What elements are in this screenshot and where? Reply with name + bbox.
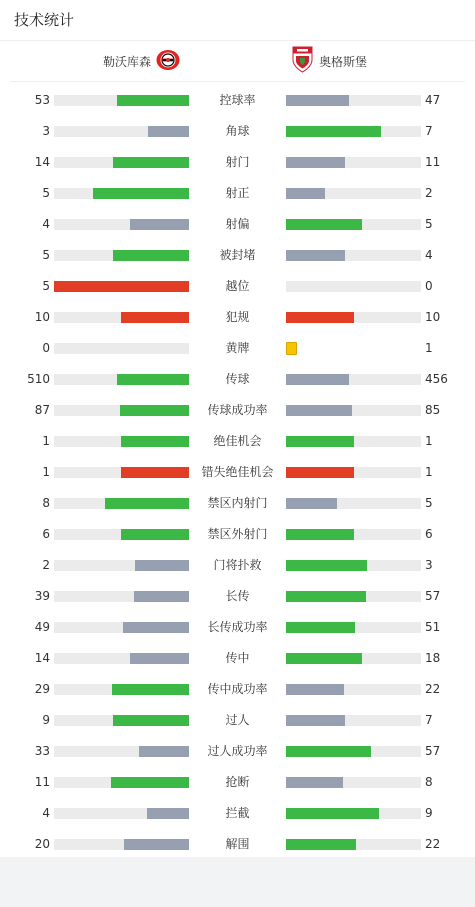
away-value: 8 [425, 775, 433, 789]
home-bar-track [54, 839, 189, 850]
home-value: 4 [42, 217, 50, 231]
home-bar-track [54, 281, 189, 292]
stat-row [0, 519, 475, 550]
augsburg-crest-icon [292, 46, 313, 76]
home-bar-track [54, 777, 189, 788]
away-value: 5 [425, 496, 433, 510]
home-bar-track [54, 157, 189, 168]
home-bar-fill [93, 188, 189, 199]
stat-label: 禁区外射门 [207, 527, 268, 541]
home-value: 5 [42, 248, 50, 262]
home-bar-track [54, 622, 189, 633]
page-title: 技术统计 [0, 0, 475, 41]
home-bar-fill [105, 498, 189, 509]
stat-row [0, 271, 475, 302]
away-bar-track [286, 808, 421, 819]
away-value: 1 [425, 341, 433, 355]
away-value: 22 [425, 682, 441, 696]
away-bar-fill [286, 157, 345, 168]
away-value: 47 [425, 93, 441, 107]
away-value: 5 [425, 217, 433, 231]
away-team-name: 奥格斯堡 [319, 54, 368, 69]
away-bar-fill [286, 219, 362, 230]
away-value: 51 [425, 620, 441, 634]
away-bar-fill [286, 653, 362, 664]
away-value: 9 [425, 806, 433, 820]
home-value: 1 [42, 434, 50, 448]
home-bar-track [54, 591, 189, 602]
leverkusen-crest-icon [156, 49, 180, 74]
stat-label: 拦截 [225, 806, 250, 820]
home-bar-fill [135, 560, 189, 571]
home-bar-track [54, 188, 189, 199]
yellow-card-icon [286, 342, 297, 355]
away-bar-track [286, 715, 421, 726]
stat-label: 射门 [225, 155, 250, 169]
away-bar-fill [286, 777, 343, 788]
home-bar-track [54, 467, 189, 478]
away-value: 2 [425, 186, 433, 200]
away-bar-fill [286, 498, 337, 509]
home-bar-fill [113, 157, 189, 168]
home-bar-track [54, 498, 189, 509]
away-bar-track [286, 467, 421, 478]
home-value: 20 [34, 837, 50, 851]
away-value: 1 [425, 465, 433, 479]
home-bar-track [54, 436, 189, 447]
stat-row [0, 178, 475, 209]
home-bar-track [54, 219, 189, 230]
stat-row [0, 426, 475, 457]
away-bar-track [286, 157, 421, 168]
stat-label: 长传成功率 [207, 620, 268, 634]
home-value: 6 [42, 527, 50, 541]
home-bar-track [54, 250, 189, 261]
away-value: 6 [425, 527, 433, 541]
stat-row [0, 767, 475, 798]
home-bar-fill [111, 777, 189, 788]
away-value: 1 [425, 434, 433, 448]
stat-label: 长传 [225, 589, 250, 603]
away-bar-fill [286, 467, 354, 478]
away-bar-fill [286, 126, 381, 137]
away-value: 456 [425, 372, 448, 386]
away-value: 4 [425, 248, 433, 262]
home-value: 10 [34, 310, 50, 324]
stat-label: 传中 [225, 651, 250, 665]
away-bar-fill [286, 808, 379, 819]
home-value: 87 [34, 403, 50, 417]
stat-label: 绝佳机会 [213, 434, 262, 448]
home-value: 5 [42, 279, 50, 293]
away-bar-track [286, 777, 421, 788]
away-team [292, 41, 367, 81]
home-bar-track [54, 715, 189, 726]
home-bar-fill [117, 95, 189, 106]
stats-list [0, 85, 475, 860]
home-value: 4 [42, 806, 50, 820]
home-value: 49 [34, 620, 50, 634]
home-value: 9 [42, 713, 50, 727]
stat-label: 角球 [225, 124, 250, 138]
away-bar-track [286, 591, 421, 602]
home-bar-fill [113, 715, 189, 726]
stat-label: 黄牌 [225, 341, 250, 355]
home-value: 39 [34, 589, 50, 603]
away-bar-fill [286, 374, 349, 385]
away-bar-track [286, 312, 421, 323]
home-value: 33 [34, 744, 50, 758]
home-bar-track [54, 126, 189, 137]
away-bar-track [286, 839, 421, 850]
home-value: 8 [42, 496, 50, 510]
home-bar-track [54, 746, 189, 757]
stat-row [0, 674, 475, 705]
home-bar-fill [121, 436, 189, 447]
stat-row [0, 457, 475, 488]
stat-row [0, 798, 475, 829]
away-bar-fill [286, 591, 366, 602]
stat-row [0, 736, 475, 767]
away-bar-fill [286, 250, 345, 261]
stat-label: 过人成功率 [207, 744, 268, 758]
home-bar-fill [123, 622, 189, 633]
away-value: 10 [425, 310, 441, 324]
home-value: 1 [42, 465, 50, 479]
home-value: 53 [34, 93, 50, 107]
home-value: 3 [42, 124, 50, 138]
away-bar-track [286, 746, 421, 757]
stat-row [0, 85, 475, 116]
stat-row [0, 147, 475, 178]
away-value: 7 [425, 124, 433, 138]
stat-label: 控球率 [219, 93, 256, 107]
stat-row [0, 488, 475, 519]
teams-header [10, 41, 465, 82]
home-bar-track [54, 808, 189, 819]
home-bar-fill [139, 746, 189, 757]
stat-row [0, 116, 475, 147]
home-bar-track [54, 343, 189, 354]
away-bar-fill [286, 622, 355, 633]
home-value: 14 [34, 651, 50, 665]
home-bar-fill [130, 219, 189, 230]
away-bar-fill [286, 529, 354, 540]
away-value: 0 [425, 279, 433, 293]
away-value: 3 [425, 558, 433, 572]
stat-label: 禁区内射门 [207, 496, 268, 510]
home-bar-track [54, 374, 189, 385]
stat-label: 被封堵 [219, 248, 256, 262]
away-value: 18 [425, 651, 441, 665]
home-bar-track [54, 312, 189, 323]
home-value: 5 [42, 186, 50, 200]
away-bar-track [286, 405, 421, 416]
away-bar-track [286, 622, 421, 633]
away-bar-fill [286, 839, 356, 850]
home-team-name: 勒沃库森 [102, 54, 151, 69]
stat-label: 射偏 [225, 217, 250, 231]
stat-label: 解围 [225, 837, 250, 851]
home-bar-track [54, 560, 189, 571]
away-bar-track [286, 281, 421, 292]
stat-label: 射正 [225, 186, 250, 200]
home-value: 510 [27, 372, 50, 386]
stat-row [0, 209, 475, 240]
home-bar-fill [121, 312, 189, 323]
stat-label: 错失绝佳机会 [201, 465, 274, 479]
away-value: 57 [425, 589, 441, 603]
away-bar-track [286, 219, 421, 230]
away-bar-track [286, 188, 421, 199]
away-bar-fill [286, 312, 354, 323]
away-value: 7 [425, 713, 433, 727]
stat-row [0, 395, 475, 426]
away-bar-track [286, 126, 421, 137]
stat-row [0, 364, 475, 395]
away-bar-fill [286, 684, 344, 695]
away-value: 22 [425, 837, 441, 851]
home-bar-track [54, 653, 189, 664]
away-bar-fill [286, 560, 367, 571]
home-value: 2 [42, 558, 50, 572]
away-bar-track [286, 250, 421, 261]
away-bar-fill [286, 436, 354, 447]
home-bar-fill [121, 467, 189, 478]
home-bar-fill [54, 281, 189, 292]
away-bar-track [286, 684, 421, 695]
stat-row [0, 829, 475, 860]
home-value: 11 [34, 775, 50, 789]
away-value: 11 [425, 155, 441, 169]
stat-row [0, 705, 475, 736]
home-bar-fill [113, 250, 189, 261]
home-bar-fill [124, 839, 189, 850]
home-bar-track [54, 405, 189, 416]
stat-label: 门将扑救 [213, 558, 262, 572]
home-bar-fill [130, 653, 189, 664]
home-value: 0 [42, 341, 50, 355]
stat-label: 过人 [225, 713, 250, 727]
away-bar-fill [286, 746, 371, 757]
away-bar-track [286, 436, 421, 447]
home-bar-track [54, 684, 189, 695]
away-bar-track [286, 95, 421, 106]
home-bar-fill [148, 126, 189, 137]
away-bar-track [286, 653, 421, 664]
stat-row [0, 333, 475, 364]
home-value: 29 [34, 682, 50, 696]
home-bar-fill [121, 529, 189, 540]
home-team [103, 41, 180, 81]
away-bar-fill [286, 405, 352, 416]
stat-row [0, 240, 475, 271]
home-bar-fill [120, 405, 189, 416]
away-bar-track [286, 560, 421, 571]
home-bar-fill [112, 684, 189, 695]
home-bar-fill [117, 374, 189, 385]
away-value: 57 [425, 744, 441, 758]
stat-row [0, 550, 475, 581]
home-bar-track [54, 529, 189, 540]
away-bar-track [286, 498, 421, 509]
away-value: 85 [425, 403, 441, 417]
home-value: 14 [34, 155, 50, 169]
stat-row [0, 581, 475, 612]
away-bar-track [286, 374, 421, 385]
stat-label: 抢断 [225, 775, 250, 789]
stat-row [0, 612, 475, 643]
stat-label: 传球成功率 [207, 403, 268, 417]
stat-label: 犯规 [225, 310, 250, 324]
away-bar-fill [286, 95, 349, 106]
stat-row [0, 302, 475, 333]
home-bar-fill [147, 808, 189, 819]
away-bar-fill [286, 188, 325, 199]
stat-row [0, 643, 475, 674]
away-bar-fill [286, 715, 345, 726]
home-bar-track [54, 95, 189, 106]
away-bar-track [286, 529, 421, 540]
stat-label: 传球 [225, 372, 250, 386]
stat-label: 传中成功率 [207, 682, 268, 696]
stat-label: 越位 [225, 279, 250, 293]
home-bar-fill [134, 591, 189, 602]
